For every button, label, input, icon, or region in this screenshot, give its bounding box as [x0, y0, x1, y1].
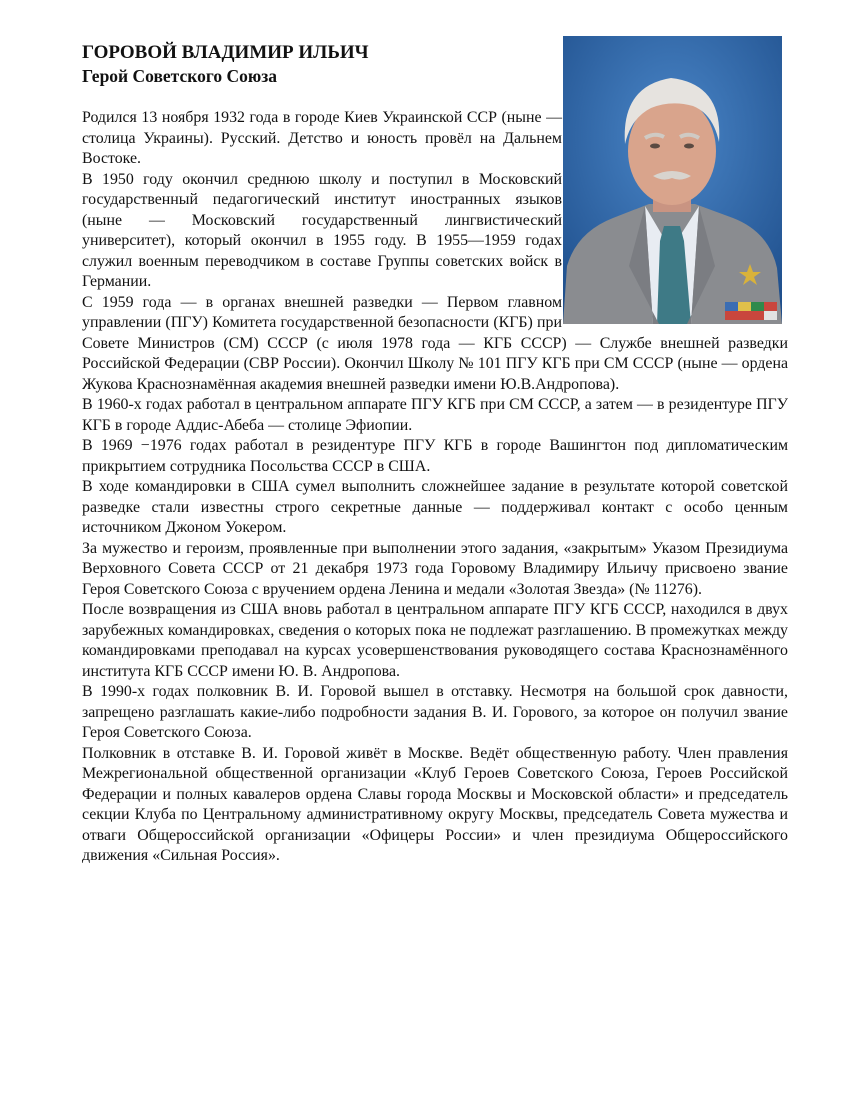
page-title: ГОРОВОЙ ВЛАДИМИР ИЛЬИЧ — [82, 42, 369, 63]
photo-wrap-spacer — [562, 108, 788, 330]
paragraph: Родился 13 ноября 1932 года в городе Киев Украинской ССР (ныне — столица Украины). Русский. Детство и юность провёл на Дальнем Востоке. — [82, 109, 562, 167]
paragraph: Полковник в отставке В. И. Горовой живёт в Москве. Ведёт общественную работу. Член правления Межрегиональной общественной организации «Клуб Героев Советского Союза, Героев Российской Федерации и полных кавалеров ордена Славы города Москвы и Московской области» и председатель секции Клуба по Центральному административному округу Москвы, председатель Совета мужества и отваги Общероссийской организации «Офицеры России» и член президиума Общероссийского движения «Сильная Россия». — [82, 744, 788, 864]
paragraph: С 1959 года — в органах внешней разведки — Первом главном управлении (ПГУ) Комитета государственной безопасности (КГБ) при Совете Министров (СМ) СССР (с июля 1978 года — КГБ СССР) — Службе внешней разведки Российской Федерации (СВР России). Окончил Школу № 101 ПГУ КГБ при СМ СССР (ныне — ордена Жукова Краснознамённая академия внешней разведки имени Ю.В.Андропова). — [82, 293, 788, 393]
paragraph: В 1990-х годах полковник В. И. Горовой вышел в отставку. Несмотря на большой срок давности, запрещено разглашать какие-либо подробности задания В. И. Горового, за которое он получил звание Героя Советского Союза. — [82, 683, 788, 741]
paragraph: В ходе командировки в США сумел выполнить сложнейшее задание в результате которой советской разведке стали известны строго секретные данные — поддерживал контакт с особо ценным источником Джоном Уокером. — [82, 478, 788, 536]
paragraph: В 1969 −1976 годах работал в резидентуре ПГУ КГБ в городе Вашингтон под дипломатическим прикрытием сотрудника Посольства СССР в США. — [82, 437, 788, 475]
biography-text — [82, 108, 788, 867]
paragraph: После возвращения из США вновь работал в центральном аппарате ПГУ КГБ СССР, находился в двух зарубежных командировках, сведения о которых пока не подлежат разглашению. В промежутках между командировками преподавал на курсах усовершенствования руководящего состава Краснознамённого института КГБ СССР имени Ю. В. Андропова. — [82, 601, 788, 680]
paragraph: В 1950 году окончил среднюю школу и поступил в Московский государственный педагогический институт иностранных языков (ныне — Московский государственный лингвистический университет), который окончил в 1955 году. В 1955—1959 годах служил военным переводчиком в составе Группы советских войск в Германии. — [82, 170, 562, 290]
paragraph: За мужество и героизм, проявленные при выполнении этого задания, «закрытым» Указом Президиума Верховного Совета СССР от 21 декабря 1973 года Горовому Владимиру Ильичу присвоено звание Героя Советского Союза с вручением ордена Ленина и медали «Золотая Звезда» (№ 11276). — [82, 539, 788, 598]
page-subtitle: Герой Советского Союза — [82, 66, 278, 86]
paragraph: В 1960-х годах работал в центральном аппарате ПГУ КГБ при СМ СССР, а затем — в резидентуре ПГУ КГБ в городе Аддис-Абеба — столице Эфиопии. — [82, 396, 788, 434]
